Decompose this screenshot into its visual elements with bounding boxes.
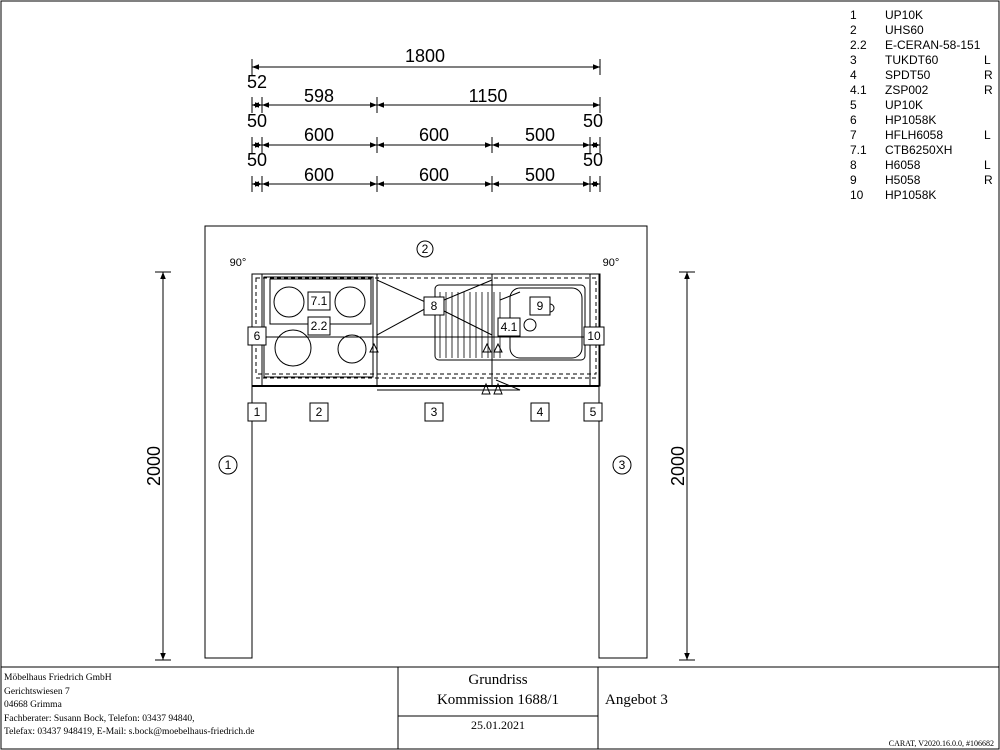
offer-label: Angebot 3 <box>605 692 668 708</box>
legend-side: R <box>984 83 993 97</box>
dim-row3-b: 600 <box>418 125 450 145</box>
legend-side <box>984 188 998 203</box>
legend-row <box>850 68 998 83</box>
legend-code: UP10K <box>885 98 924 112</box>
software-version: CARAT, V2020.16.0.0, #106682 <box>888 739 994 748</box>
pos-2: 2 <box>315 405 323 419</box>
legend-row <box>850 38 998 53</box>
legend-code: HP1058K <box>885 188 937 202</box>
dim-row4-right: 50 <box>582 150 604 170</box>
dim-row3-a: 600 <box>303 125 335 145</box>
legend-row <box>850 173 998 188</box>
legend-code: ZSP002 <box>885 83 929 97</box>
dim-row4-b: 600 <box>418 165 450 185</box>
pos-7-1: 7.1 <box>310 294 328 308</box>
legend-side <box>984 143 998 158</box>
angle-right: 90° <box>602 257 620 269</box>
position-boxes <box>248 292 604 421</box>
legend-no: 10 <box>850 188 864 202</box>
pos-8: 8 <box>430 299 438 313</box>
legend-side: L <box>984 128 991 142</box>
legend-side: R <box>984 68 993 82</box>
legend-code: H6058 <box>885 158 921 172</box>
dim-total: 1800 <box>404 46 446 66</box>
commission-number: Kommission 1688/1 <box>436 692 560 708</box>
dim-row4-left: 50 <box>246 150 268 170</box>
legend-row <box>850 128 998 143</box>
legend-side <box>984 98 998 113</box>
legend-no: 6 <box>850 113 857 127</box>
wall-label-2: 2 <box>421 242 429 256</box>
wall-label-1: 1 <box>224 458 232 472</box>
legend-row <box>850 23 998 38</box>
dim-wall-right: 2000 <box>668 445 688 487</box>
legend-row <box>850 98 998 113</box>
company-contact: Telefax: 03437 948419, E-Mail: s.bock@moebelhaus-friedrich.de <box>4 727 255 737</box>
pos-4-1: 4.1 <box>500 320 518 334</box>
legend-no: 2.2 <box>850 38 867 52</box>
dim-row3-c: 500 <box>524 125 556 145</box>
dim-row4-c: 500 <box>524 165 556 185</box>
pos-1: 1 <box>253 405 261 419</box>
dim-row2-a: 598 <box>303 86 335 106</box>
pos-2-2: 2.2 <box>310 319 328 333</box>
wall-label-3: 3 <box>618 458 626 472</box>
legend-side: L <box>984 158 991 172</box>
pos-9: 9 <box>536 299 544 313</box>
legend-no: 1 <box>850 8 857 22</box>
legend-side: R <box>984 173 993 187</box>
legend-row <box>850 83 998 98</box>
legend-code: HP1058K <box>885 113 937 127</box>
dim-row4-a: 600 <box>303 165 335 185</box>
legend-code: E-CERAN-58-151 <box>885 38 981 52</box>
company-advisor: Fachberater: Susann Bock, Telefon: 03437 94840, <box>4 713 195 724</box>
legend-no: 2 <box>850 23 857 37</box>
legend-row <box>850 53 998 68</box>
legend-code: HFLH6058 <box>885 128 944 142</box>
room-walls <box>205 226 647 658</box>
parts-legend <box>850 8 998 203</box>
sink-drainboard <box>440 292 500 358</box>
drawing-date: 25.01.2021 <box>471 718 525 732</box>
legend-code: UP10K <box>885 8 924 22</box>
legend-no: 7 <box>850 128 857 142</box>
company-street: Gerichtswiesen 7 <box>4 686 70 697</box>
legend-code: UHS60 <box>885 23 924 37</box>
pos-3: 3 <box>430 405 438 419</box>
legend-row <box>850 8 998 23</box>
dim-row3-left: 50 <box>246 111 268 131</box>
drawing-title-block <box>398 670 598 710</box>
company-city: 04668 Grimma <box>4 700 62 710</box>
legend-side <box>984 38 998 53</box>
dim-row2-b: 1150 <box>468 86 508 106</box>
legend-no: 4 <box>850 68 857 82</box>
angle-left: 90° <box>229 257 247 269</box>
legend-side <box>984 113 998 128</box>
pos-4: 4 <box>536 405 544 419</box>
pos-5: 5 <box>589 405 597 419</box>
legend-row <box>850 158 998 173</box>
legend-no: 8 <box>850 158 857 172</box>
legend-code: SPDT50 <box>885 68 931 82</box>
company-info <box>4 672 255 740</box>
legend-row <box>850 143 998 158</box>
company-name: Möbelhaus Friedrich GmbH <box>4 673 112 683</box>
kitchen-units <box>252 274 600 394</box>
dim-row3-right: 50 <box>582 111 604 131</box>
legend-side <box>984 23 998 38</box>
dim-row2-left: 52 <box>246 72 268 92</box>
dimension-chains <box>155 59 695 660</box>
legend-no: 3 <box>850 53 857 67</box>
legend-row <box>850 188 998 203</box>
legend-code: CTB6250XH <box>885 143 953 157</box>
drawing-title: Grundriss <box>468 672 528 688</box>
legend-no: 7.1 <box>850 143 867 157</box>
pos-6: 6 <box>253 329 261 343</box>
pos-10: 10 <box>587 329 601 343</box>
legend-code: TUKDT60 <box>885 53 939 67</box>
legend-no: 5 <box>850 98 857 112</box>
legend-side <box>984 8 998 23</box>
legend-row <box>850 113 998 128</box>
legend-code: H5058 <box>885 173 921 187</box>
legend-no: 4.1 <box>850 83 867 97</box>
dim-wall-left: 2000 <box>144 445 164 487</box>
legend-no: 9 <box>850 173 857 187</box>
legend-side: L <box>984 53 991 67</box>
